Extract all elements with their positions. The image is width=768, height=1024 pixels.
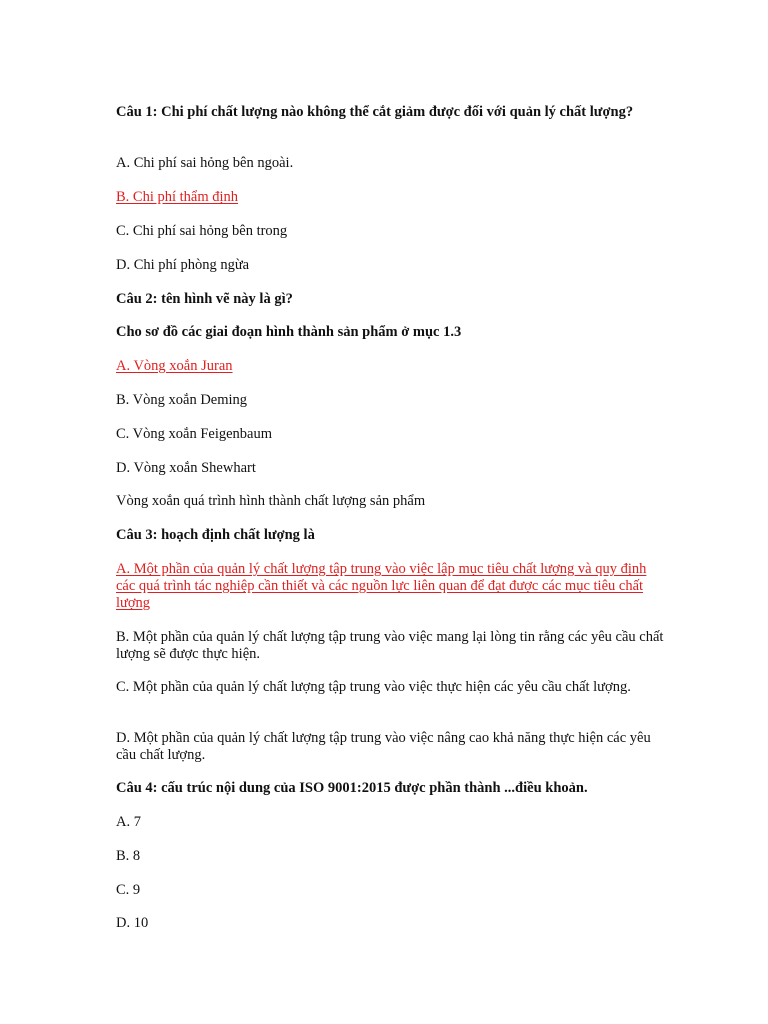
question-3: Câu 3: hoạch định chất lượng là [116,527,315,543]
question-2: Câu 2: tên hình vẽ này là gì? [116,291,293,307]
q2-option-c: C. Vòng xoắn Feigenbaum [116,426,272,442]
q1-option-b-correct: B. Chi phí thẩm định [116,189,239,205]
q1-option-d: D. Chi phí phòng ngừa [116,257,250,273]
q1-option-a: A. Chi phí sai hỏng bên ngoài. [116,155,294,171]
q4-option-a: A. 7 [116,814,141,830]
q3-option-c: C. Một phần của quản lý chất lượng tập trung vào việc thực hiện các yêu cầu chất lượng. [116,679,631,695]
q2-option-d: D. Vòng xoắn Shewhart [116,460,256,476]
q1-option-c: C. Chi phí sai hỏng bên trong [116,223,288,239]
q4-option-b: B. 8 [116,848,141,864]
q3-option-d: D. Một phần của quản lý chất lượng tập trung vào việc nâng cao khả năng thực hiện các yêu cầu chất lượng. [116,730,651,763]
q2-option-b: B. Vòng xoắn Deming [116,392,248,408]
q2-option-a-correct: A. Vòng xoắn Juran [116,358,233,374]
question-1: Câu 1: Chi phí chất lượng nào không thể cắt giảm được đối với quản lý chất lượng? [116,104,634,120]
q4-option-c: C. 9 [116,882,141,898]
q3-option-b: B. Một phần của quản lý chất lượng tập trung vào việc mang lại lòng tin rằng các yêu cầu chất lượng sẽ được thực hiện. [116,629,664,662]
q2-note: Vòng xoắn quá trình hình thành chất lượng sản phẩm [116,493,426,509]
q3-option-a-correct: A. Một phần của quản lý chất lượng tập trung vào việc lập mục tiêu chất lượng và quy định các quá trình tác nghiệp cần thiết và các nguồn lực liên quan để đạt được các mục tiêu chất lượng [116,561,647,611]
question-4: Câu 4: cấu trúc nội dung của ISO 9001:2015 được phần thành ...điều khoản. [116,780,588,796]
question-2-context: Cho sơ đồ các giai đoạn hình thành sản phẩm ở mục 1.3 [116,324,462,340]
q4-option-d: D. 10 [116,915,149,931]
